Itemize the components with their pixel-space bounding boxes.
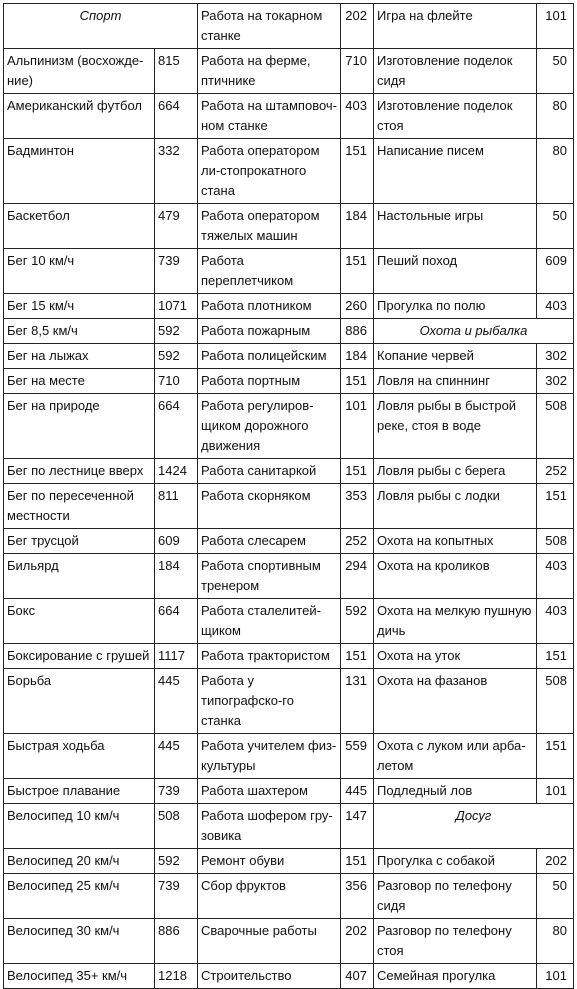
calorie-value: 151 [537,734,574,779]
calorie-value: 356 [341,874,374,919]
calorie-value: 184 [155,554,198,599]
activity-name: Работа у типографско-го станка [198,669,341,734]
calorie-value: 202 [537,849,574,874]
calorie-value: 592 [155,849,198,874]
calorie-value: 403 [537,599,574,644]
calorie-value: 508 [537,529,574,554]
calorie-value: 811 [155,484,198,529]
activity-name: Американский футбол [4,94,155,139]
calorie-value: 508 [537,394,574,459]
activity-name: Строительство [198,964,341,989]
calorie-value: 1071 [155,294,198,319]
calorie-table [3,3,574,989]
calorie-value: 184 [341,344,374,369]
activity-name: Работа полицейским [198,344,341,369]
calorie-value: 815 [155,49,198,94]
activity-name: Бег по пересеченной местности [4,484,155,529]
activity-name: Подледный лов [374,779,537,804]
activity-name: Работа оператором ли-стопрокатного стана [198,139,341,204]
table-row [4,599,574,644]
calorie-value: 353 [341,484,374,529]
table-row [4,344,574,369]
calorie-value: 151 [341,139,374,204]
calorie-value: 739 [155,249,198,294]
activity-name: Бег на месте [4,369,155,394]
activity-name: Настольные игры [374,204,537,249]
activity-name: Работа трактористом [198,644,341,669]
table-row [4,804,574,849]
calorie-value: 80 [537,94,574,139]
activity-name: Охота на копытных [374,529,537,554]
activity-name: Бадминтон [4,139,155,204]
table-row [4,294,574,319]
activity-name: Работа переплетчиком [198,249,341,294]
calorie-value: 592 [155,344,198,369]
table-row [4,394,574,459]
activity-name: Боксирование с грушей [4,644,155,669]
calorie-value: 739 [155,874,198,919]
table-row [4,319,574,344]
calorie-value: 101 [341,394,374,459]
section-heading: Охота и рыбалка [374,319,574,344]
calorie-value: 80 [537,919,574,964]
calorie-value: 202 [341,4,374,49]
table-row [4,529,574,554]
calorie-value: 664 [155,599,198,644]
calorie-value: 403 [537,294,574,319]
calorie-value: 407 [341,964,374,989]
calorie-value: 592 [155,319,198,344]
activity-name: Бег 10 км/ч [4,249,155,294]
calorie-value: 886 [155,919,198,964]
activity-name: Велосипед 35+ км/ч [4,964,155,989]
calorie-value: 886 [341,319,374,344]
calorie-value: 559 [341,734,374,779]
activity-name: Быстрое плавание [4,779,155,804]
calorie-value: 1218 [155,964,198,989]
activity-name: Прогулка по полю [374,294,537,319]
activity-name: Работа на ферме, птичнике [198,49,341,94]
table-row [4,369,574,394]
calorie-value: 151 [341,849,374,874]
activity-name: Копание червей [374,344,537,369]
calorie-value: 664 [155,94,198,139]
calorie-value: 151 [341,369,374,394]
activity-name: Работа учителем физ-культуры [198,734,341,779]
activity-name: Работа слесарем [198,529,341,554]
calorie-value: 50 [537,49,574,94]
activity-name: Ловля рыбы с лодки [374,484,537,529]
activity-name: Работа регулиров-щиком дорожного движения [198,394,341,459]
calorie-value: 101 [537,964,574,989]
table-row [4,644,574,669]
activity-name: Бег на лыжах [4,344,155,369]
table-row [4,49,574,94]
activity-name: Сварочные работы [198,919,341,964]
calorie-value: 710 [341,49,374,94]
calorie-value: 1117 [155,644,198,669]
calorie-value: 252 [537,459,574,484]
table-row [4,484,574,529]
calorie-value: 710 [155,369,198,394]
activity-name: Бег на природе [4,394,155,459]
activity-name: Охота на кроликов [374,554,537,599]
calorie-value: 147 [341,804,374,849]
table-body [4,4,574,989]
calorie-value: 739 [155,779,198,804]
calorie-value: 50 [537,874,574,919]
table-row [4,94,574,139]
calorie-value: 260 [341,294,374,319]
table-row [4,459,574,484]
activity-name: Быстрая ходьба [4,734,155,779]
table-row [4,204,574,249]
table-row [4,669,574,734]
activity-name: Сбор фруктов [198,874,341,919]
activity-name: Изготовление поделок сидя [374,49,537,94]
table-row [4,139,574,204]
calorie-value: 151 [341,249,374,294]
activity-name: Велосипед 20 км/ч [4,849,155,874]
calorie-value: 403 [537,554,574,599]
activity-name: Ловля рыбы с берега [374,459,537,484]
calorie-value: 202 [341,919,374,964]
activity-name: Ловля на спиннинг [374,369,537,394]
calorie-value: 609 [537,249,574,294]
activity-name: Прогулка с собакой [374,849,537,874]
table-row [4,249,574,294]
calorie-value: 184 [341,204,374,249]
calorie-value: 151 [537,644,574,669]
activity-name: Баскетбол [4,204,155,249]
table-row [4,779,574,804]
calorie-value: 332 [155,139,198,204]
calorie-value: 445 [155,669,198,734]
activity-name: Бокс [4,599,155,644]
activity-name: Работа шахтером [198,779,341,804]
activity-name: Написание писем [374,139,537,204]
activity-name: Бег 8,5 км/ч [4,319,155,344]
activity-name: Велосипед 30 км/ч [4,919,155,964]
calorie-value: 1424 [155,459,198,484]
activity-name: Работа санитаркой [198,459,341,484]
activity-name: Борьба [4,669,155,734]
activity-name: Бег 15 км/ч [4,294,155,319]
activity-name: Работа на штамповоч-ном станке [198,94,341,139]
calorie-value: 403 [341,94,374,139]
calorie-value: 151 [537,484,574,529]
calorie-value: 609 [155,529,198,554]
section-heading: Спорт [4,4,198,49]
table-row [4,4,574,49]
activity-name: Работа шофером гру-зовика [198,804,341,849]
calorie-value: 131 [341,669,374,734]
activity-name: Ловля рыбы в быстрой реке, стоя в воде [374,394,537,459]
calorie-value: 508 [537,669,574,734]
activity-name: Ремонт обуви [198,849,341,874]
calorie-value: 50 [537,204,574,249]
activity-name: Работа сталелитей-щиком [198,599,341,644]
calorie-value: 445 [341,779,374,804]
calorie-value: 252 [341,529,374,554]
activity-name: Работа скорняком [198,484,341,529]
activity-name: Работа на токарном станке [198,4,341,49]
section-heading: Досуг [374,804,574,849]
calorie-value: 302 [537,369,574,394]
table-row [4,964,574,989]
activity-name: Бильярд [4,554,155,599]
calorie-value: 664 [155,394,198,459]
calorie-value: 479 [155,204,198,249]
activity-name: Разговор по телефону сидя [374,874,537,919]
activity-name: Разговор по телефону стоя [374,919,537,964]
calorie-value: 592 [341,599,374,644]
activity-name: Охота на уток [374,644,537,669]
table-row [4,734,574,779]
activity-name: Работа плотником [198,294,341,319]
calorie-value: 302 [537,344,574,369]
calorie-value: 101 [537,4,574,49]
activity-name: Бег по лестнице вверх [4,459,155,484]
table-row [4,849,574,874]
activity-name: Охота на фазанов [374,669,537,734]
activity-name: Велосипед 25 км/ч [4,874,155,919]
activity-name: Охота с луком или арба-летом [374,734,537,779]
calorie-value: 80 [537,139,574,204]
calorie-value: 151 [341,459,374,484]
calorie-value: 101 [537,779,574,804]
activity-name: Изготовление поделок стоя [374,94,537,139]
activity-name: Работа спортивным тренером [198,554,341,599]
activity-name: Работа портным [198,369,341,394]
activity-name: Охота на мелкую пушную дичь [374,599,537,644]
activity-name: Игра на флейте [374,4,537,49]
activity-name: Семейная прогулка [374,964,537,989]
table-row [4,874,574,919]
activity-name: Пеший поход [374,249,537,294]
table-row [4,554,574,599]
activity-name: Велосипед 10 км/ч [4,804,155,849]
activity-name: Бег трусцой [4,529,155,554]
activity-name: Работа пожарным [198,319,341,344]
calorie-value: 508 [155,804,198,849]
activity-name: Работа оператором тяжелых машин [198,204,341,249]
calorie-value: 294 [341,554,374,599]
calorie-value: 445 [155,734,198,779]
table-row [4,919,574,964]
activity-name: Альпинизм (восхожде-ние) [4,49,155,94]
calorie-value: 151 [341,644,374,669]
